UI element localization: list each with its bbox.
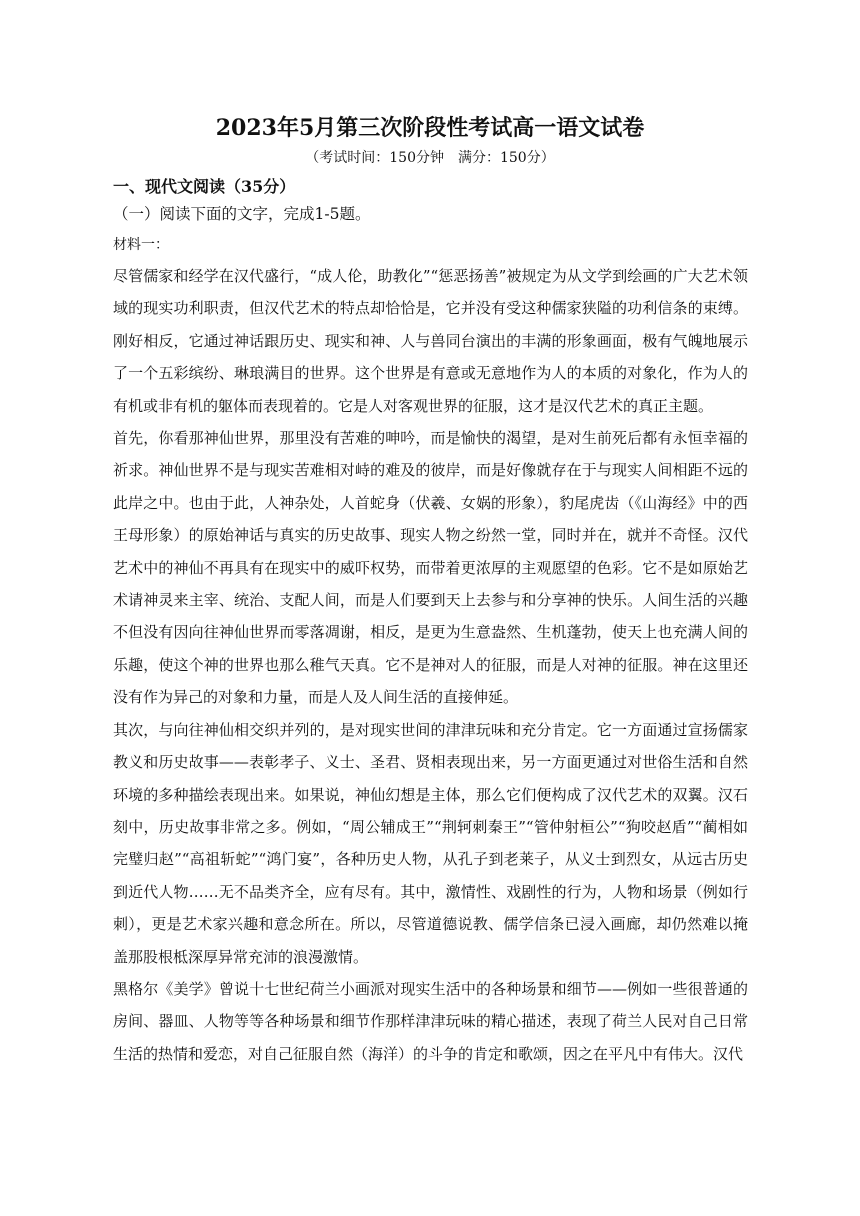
page-title: 2023年5月第三次阶段性考试高一语文试卷 xyxy=(215,115,645,141)
paragraph-2: 首先，你看那神仙世界，那里没有苦难的呻吟，而是愉快的渴望，是对生前死后都有永恒幸福的祈求。神仙世界不是与现实苦难相对峙的难及的彼岸，而是好像就存在于与现实人间相距不远的此岸之中。也由于此，人神杂处，人首蛇身（伏羲、女娲的形象），豹尾虎齿（《山海经》中的西王母形象）的原始神话与真实的历史故事、现实人物之纷然一堂，同时并在，就并不奇怪。汉代艺术中的神仙不再具有在现实中的威吓权势，而带着更浓厚的主观愿望的色彩。它不是如原始艺术请神灵来主宰、统治、支配人间，而是人们要到天上去参与和分享神的快乐。人间生活的兴趣不但没有因向往神仙世界而零落凋谢，相反，是更为生意盎然、生机蓬勃，使天上也充满人间的乐趣，使这个神的世界也那么稚气天真。它不是神对人的征服，而是人对神的征服。神在这里还没有作为异己的对象和力量，而是人及人间生活的直接伸延。 xyxy=(113,429,748,707)
exam-info: （考试时间：150分钟 满分：150分） xyxy=(305,150,555,166)
material-label: 材料一： xyxy=(113,237,169,253)
question-instruction: （一）阅读下面的文字，完成1-5题。 xyxy=(113,205,371,223)
section-modern-reading xyxy=(113,176,748,1070)
paragraph-1: 尽管儒家和经学在汉代盛行，“成人伦，助教化”“惩恶扬善”被规定为从文学到绘画的广大艺术领域的现实功利职责，但汉代艺术的特点却恰恰是，它并没有受这种儒家狭隘的功利信条的束缚。刚好相反，它通过神话跟历史、现实和神、人与兽同台演出的丰满的形象画面，极有气魄地展示了一个五彩缤纷、琳琅满目的世界。这个世界是有意或无意地作为人的本质的对象化，作为人的有机或非有机的躯体而表现着的。它是人对客观世界的征服，这才是汉代艺术的真正主题。 xyxy=(113,267,748,415)
paragraph-3: 其次，与向往神仙相交织并列的，是对现实世间的津津玩味和充分肯定。它一方面通过宣扬儒家教义和历史故事——表彰孝子、义士、圣君、贤相表现出来，另一方面更通过对世俗生活和自然环境的多种描绘表现出来。如果说，神仙幻想是主体，那么它们便构成了汉代艺术的双翼。汉石刻中，历史故事非常之多。例如，“周公辅成王”“荆轲刺秦王”“管仲射桓公”“狗咬赵盾”“蔺相如完璧归赵”“高祖斩蛇”“鸿门宴”，各种历史人物，从孔子到老莱子，从义士到烈女，从远古历史到近代人物……无不品类齐全，应有尽有。其中，激情性、戏剧性的行为，人物和场景（例如行刺），更是艺术家兴趣和意念所在。所以，尽管道德说教、儒学信条已浸入画廊，却仍然难以掩盖那股根柢深厚异常充沛的浪漫激情。 xyxy=(113,720,748,966)
section-heading: 一、现代文阅读（35分） xyxy=(113,177,296,196)
paragraph-4: 黑格尔《美学》曾说十七世纪荷兰小画派对现实生活中的各种场景和细节——例如一些很普通的房间、器皿、人物等等各种场景和细节作那样津津玩味的精心描述，表现了荷兰人民对自己日常生活的热情和爱恋，对自己征服自然（海洋）的斗争的肯定和歌颂，因之在平凡中有伟大。汉代 xyxy=(113,979,748,1063)
